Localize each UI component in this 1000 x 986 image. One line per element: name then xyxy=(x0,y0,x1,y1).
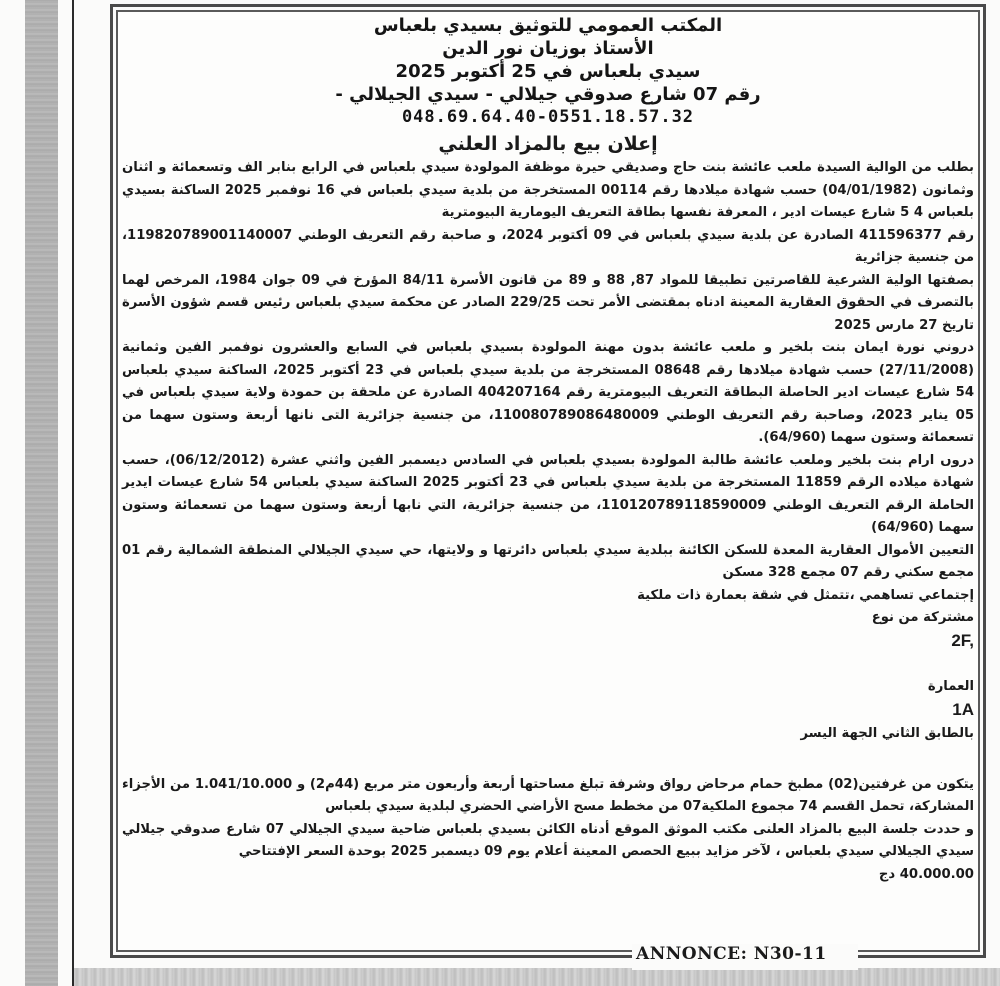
office-name: المكتب العمومي للتوثيق بسيدي بلعباس xyxy=(373,15,723,36)
paragraph-auction-session: و حددت جلسة البيع بالمزاد العلنى مكتب الموثق الموقع أدناه الكائن بسيدي بلعباس ضاحية سيدي الجيلالي 07 شارع صدوقي جيلالي سيدي الجيلالي سيدي بلعباس ، لآخر مزايد ببيع الحصص المعينة أعلام يوم 09 ديسمبر 2025 بوحدة السعر الإفتتاحي xyxy=(122,821,974,859)
notice-title: إعلان بيع بالمزاد العلني xyxy=(438,133,658,155)
paragraph-heir-2: دروں ارام بنت بلخير وملعب عائشة طالبة المولودة بسيدي بلعباس في السادس ديسمبر الفين واثني عشرة (06/12/2012)، حسب شهادة ميلاده الرقم 11859 المستخرجة من بلدية سيدي بلعباس في 23 أكتوبر 2025 الساكنة سيدي بلعباس 54 شارع عيسات ايدير الحاملة الرقم التعريف الوطني 110120789118590009، من جنسية جزائرية، التي نابها أربعة وستون سهما من تسعمائة وستون سهما (64/960) xyxy=(122,452,975,535)
page-edge-strip xyxy=(25,0,58,986)
property-type-line: إجتماعي تساهمي ،تتمثل في شقة بعمارة ذات ملكية xyxy=(637,587,974,603)
paragraph-composition: يتكون من غرفتين(02) مطبخ حمام مرحاض رواق وشرفة تبلغ مساحتها أربعة وأربعون متر مربع (44م2) و 1.041/10.000 من الأجزاء المشاركة، تحمل القسم 74 مجموع الملكية07 من مخطط مسح الأراضي الحضري لبلدية سيدي بلعباس xyxy=(122,776,974,814)
building-code: 1A xyxy=(952,699,974,719)
ownership-type-line: مشتركة من نوع xyxy=(871,610,974,625)
office-address: رقم 07 شارع صدوقي جيلالي - سيدي الجيلالي - xyxy=(335,84,761,105)
paragraph-requester: بطلب من الوالية السيدة ملعب عائشة بنت حاج وصديقي حيرة موظفة المولودة سيدي بلعباس في الرابع بنابر الف وتسعمائة و اثنان وثمانون (04/01/1982) حسب شهادة ميلادها رقم 00114 المستخرجة من بلدية سيدي بلعباس في 16 نوفمبر 2025 الساكنة بسيدي بلعباس 4 5 شارع عيسات ادير ، المعرفة نفسها بطاقة التعريف اليومارية البيومترية xyxy=(122,160,974,220)
annonce-number: ANNONCE: N30-11 xyxy=(636,944,827,964)
page-bottom-strip xyxy=(74,968,1000,986)
paragraph-property: التعيين الأموال العقارية المعدة للسكن الكائنة ببلدية سيدي بلعباس دائرتها و ولايتها، حي سيدي الجيلالي المنطقة الشمالية رقم 01 مجمع سكني رقم 07 مجمع 328 مسكن xyxy=(122,542,974,580)
phone-numbers: 048.69.64.40-0551.18.57.32 xyxy=(401,107,695,127)
notice-header xyxy=(122,14,974,157)
paragraph-heir-1: دروني نورة ايمان بنت بلخير و ملعب عائشة بدون مهنة المولودة بسيدي بلعباس في السابع والعشرون نوفمبر الفين وثمانية (27/11/2008) حسب شهادة ميلادها رقم 08648 المستخرجة من بلدية سيدي بلعباس في 23 أكتوبر 2025، الساكنة سيدي بلعباس 54 شارع عيسات ادير الحاصلة البطاقة التعريف البيومترية رقم 404207164 الصادرة عن ملحقة بن حمودة ولاية سيدي بلعباس في 05 يناير 2023، وصاحبة رقم التعريف الوطني 110080789086480009، من جنسية جزائرية التى نانها أربعة وستون سهما من تسعمائة وستون سهما (64/960). xyxy=(122,340,975,445)
notice-content xyxy=(122,14,974,886)
paragraph-guardianship: بصفتها الولية الشرعية للقاصرتين تطبيقا للمواد 87, 88 و 89 من قانون الأسرة 84/11 المؤرخ في 09 جوان 1984، المرخص لهما بالتصرف في الحقوق العقارية المعينة ادناه بمقتضى الأمر تحت 229/25 الصادر عن محكمة سيدي بلعباس رئيس قسم شؤون الأسرة تاريخ 27 مارس 2025 xyxy=(122,272,975,333)
place-date: سيدي بلعباس في 25 أكتوبر 2025 xyxy=(395,61,701,82)
type-code: 2F, xyxy=(951,630,974,650)
notary-name: الأستاذ بوزيان نور الدين xyxy=(442,38,654,59)
building-label: العمارة xyxy=(927,679,974,694)
paragraph-id-card: رقم 411596377 الصادرة عن بلدية سيدي بلعباس في 09 أكتوبر 2024، و صاحبة رقم التعريف الوطني 119820789001140007، من جنسية جزائرية xyxy=(122,227,974,265)
column-rule xyxy=(72,0,74,986)
floor-line: بالطابق الثاني الجهة اليسر xyxy=(800,726,974,741)
opening-price: 40.000.00 دج xyxy=(878,866,974,882)
